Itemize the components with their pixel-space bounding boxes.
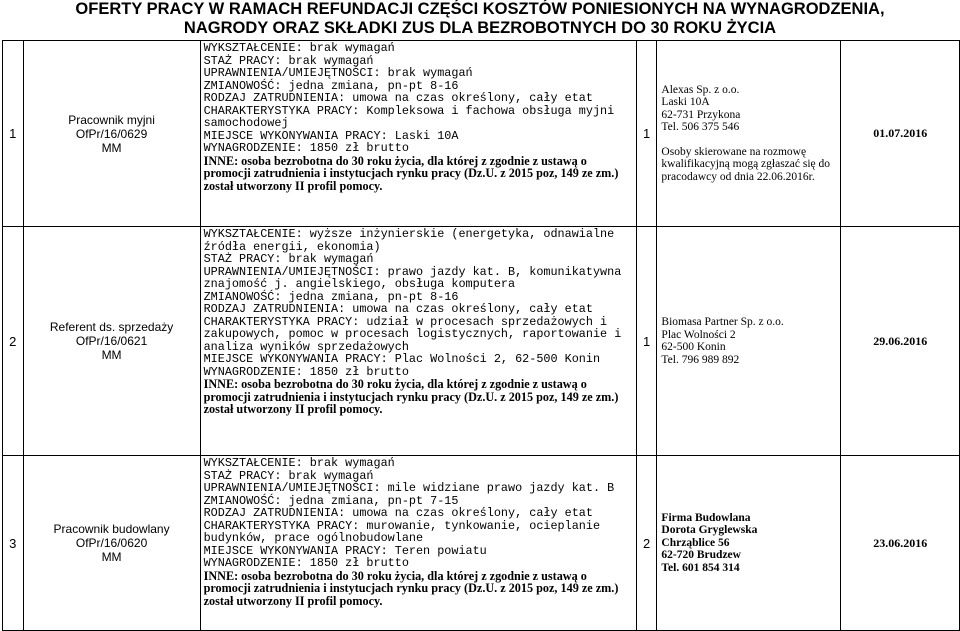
offer-date: 29.06.2016 xyxy=(841,227,960,456)
employer-cell xyxy=(657,456,841,631)
education: WYKSZTAŁCENIE: brak wymagań xyxy=(203,456,395,470)
positions-count: 1 xyxy=(636,227,657,456)
education: WYKSZTAŁCENIE: brak wymagań xyxy=(203,41,395,55)
row-number: 2 xyxy=(3,227,24,456)
employment-type: RODZAJ ZATRUDNIENIA: umowa na czas określony, cały etat xyxy=(203,302,593,316)
job-cell xyxy=(23,41,200,227)
page-title xyxy=(0,0,960,38)
other-requirements: INNE: osoba bezrobotna do 30 roku życia, dla której z zgodnie z ustawą o promocji zatrudnienia i instytucjach rynku pracy (Dz.U. z 2015 poz, 149 ze zm.) został utworzony II profil pomocy. xyxy=(203,568,619,608)
shifts: ZMIANOWOŚĆ: jedna zmiana, pn-pt 8-16 xyxy=(203,289,459,304)
job-code: MM xyxy=(101,348,122,362)
work-location: MIEJSCE WYKONYWANIA PRACY: Laski 10A xyxy=(203,128,459,143)
work-location: MIEJSCE WYKONYWANIA PRACY: Plac Wolności 2, 62-500 Konin xyxy=(203,352,601,366)
employer-address: Laski 10A xyxy=(661,96,710,109)
employer-cell xyxy=(657,41,841,227)
employer-city: 62-731 Przykona xyxy=(661,108,741,121)
employer-name: Biomasa Partner Sp. z o.o. xyxy=(661,316,784,328)
qualifications: UPRAWNIENIA/UMIEJĘTNOŚCI: mile widziane prawo jazdy kat. B xyxy=(203,481,615,495)
offer-date: 01.07.2016 xyxy=(841,41,960,227)
employer-address: Dorota Gryglewska xyxy=(661,524,758,537)
offers-table xyxy=(2,40,960,631)
other-requirements: INNE: osoba bezrobotna do 30 roku życia, dla której z zgodnie z ustawą o promocji zatrudnienia i instytucjach rynku pracy (Dz.U. z 2015 poz, 149 ze zm.) został utworzony II profil pomocy. xyxy=(203,377,619,416)
job-reference: OfPr/16/0629 xyxy=(75,126,148,141)
employment-type: RODZAJ ZATRUDNIENIA: umowa na czas określony, cały etat xyxy=(203,91,593,105)
job-characteristics: CHARAKTERYSTYKA PRACY: udział w procesach sprzedażowych i zakupowych, pomoc w procesach logistycznych, raportowanie i analiza wyników sprzedażowych xyxy=(203,314,622,354)
job-description xyxy=(200,456,636,631)
employer-phone: Tel. 506 375 546 xyxy=(661,121,740,134)
salary: WYNAGRODZENIE: 1850 zł brutto xyxy=(203,364,409,379)
employment-type: RODZAJ ZATRUDNIENIA: umowa na czas określony, cały etat xyxy=(203,506,593,520)
job-code: MM xyxy=(101,550,122,564)
job-title: Referent ds. sprzedaży xyxy=(49,320,174,334)
shifts: ZMIANOWOŚĆ: jedna zmiana, pn-pt 8-16 xyxy=(203,78,459,93)
positions-count: 2 xyxy=(636,456,657,631)
job-title: Pracownik myjni xyxy=(68,112,155,127)
table-row xyxy=(3,41,960,227)
employer-city: 62-720 Brudzew xyxy=(661,549,741,562)
positions-count: 1 xyxy=(636,41,657,227)
employer-name: Alexas Sp. z o.o. xyxy=(661,83,740,96)
experience: STAŻ PRACY: brak wymagań xyxy=(203,252,374,266)
shifts: ZMIANOWOŚĆ: jedna zmiana, pn-pt 7-15 xyxy=(203,493,459,508)
employer-name: Firma Budowlana xyxy=(661,511,751,524)
employer-phone: Tel. 796 989 892 xyxy=(661,353,740,366)
qualifications: UPRAWNIENIA/UMIEJĘTNOŚCI: prawo jazdy kat. B, komunikatywna znajomość j. angielskiego, obsługa komputera xyxy=(203,264,622,291)
employer-note: Osoby skierowane na rozmowę kwalifikacyjną mogą zgłaszać się do pracodawcy od dnia 22.06.2016r. xyxy=(661,145,831,183)
offer-date: 23.06.2016 xyxy=(841,456,960,631)
job-description xyxy=(200,227,636,456)
page-title-line-2: NAGRODY ORAZ SKŁADKI ZUS DLA BEZROBOTNYCH DO 30 ROKU ŻYCIA xyxy=(183,19,777,37)
employer-street: Chrząblice 56 xyxy=(661,536,730,549)
other-requirements: INNE: osoba bezrobotna do 30 roku życia, dla której z zgodnie z ustawą o promocji zatrudnienia i instytucjach rynku pracy (Dz.U. z 2015 poz, 149 ze zm.) został utworzony II profil pomocy. xyxy=(203,153,619,193)
job-title: Pracownik budowlany xyxy=(53,522,170,536)
spacer xyxy=(661,134,837,146)
experience: STAŻ PRACY: brak wymagań xyxy=(203,53,374,68)
job-cell xyxy=(23,456,200,631)
education: WYKSZTAŁCENIE: wyższe inżynierskie (energetyka, odnawialne źródła energii, ekonomia) xyxy=(203,227,615,254)
job-cell xyxy=(23,227,200,456)
employer-address: Plac Wolności 2 xyxy=(661,328,736,341)
job-characteristics: CHARAKTERYSTYKA PRACY: Kompleksowa i fachowa obsługa myjni samochodowej xyxy=(203,103,615,130)
table-row xyxy=(3,456,960,631)
job-characteristics: CHARAKTERYSTYKA PRACY: murowanie, tynkowanie, ocieplanie budynków, prace ogólnobudowlane xyxy=(203,518,601,545)
table-row xyxy=(3,227,960,456)
job-reference: OfPr/16/0621 xyxy=(75,334,148,348)
salary: WYNAGRODZENIE: 1850 zł brutto xyxy=(203,141,409,155)
job-reference: OfPr/16/0620 xyxy=(75,536,148,550)
job-code: MM xyxy=(101,140,122,155)
salary: WYNAGRODZENIE: 1850 zł brutto xyxy=(203,556,409,570)
row-number: 3 xyxy=(3,456,24,631)
employer-city: 62-500 Konin xyxy=(661,341,726,353)
page-title-line-1: OFERTY PRACY W RAMACH REFUNDACJI CZĘŚCI KOSZTÓW PONIESIONYCH NA WYNAGRODZENIA, xyxy=(75,0,885,18)
employer-cell xyxy=(657,227,841,456)
employer-phone: Tel. 601 854 314 xyxy=(661,561,740,574)
row-number: 1 xyxy=(3,41,24,227)
experience: STAŻ PRACY: brak wymagań xyxy=(203,468,374,483)
job-description xyxy=(200,41,636,227)
qualifications: UPRAWNIENIA/UMIEJĘTNOŚCI: brak wymagań xyxy=(203,66,473,80)
work-location: MIEJSCE WYKONYWANIA PRACY: Teren powiatu xyxy=(203,543,487,558)
